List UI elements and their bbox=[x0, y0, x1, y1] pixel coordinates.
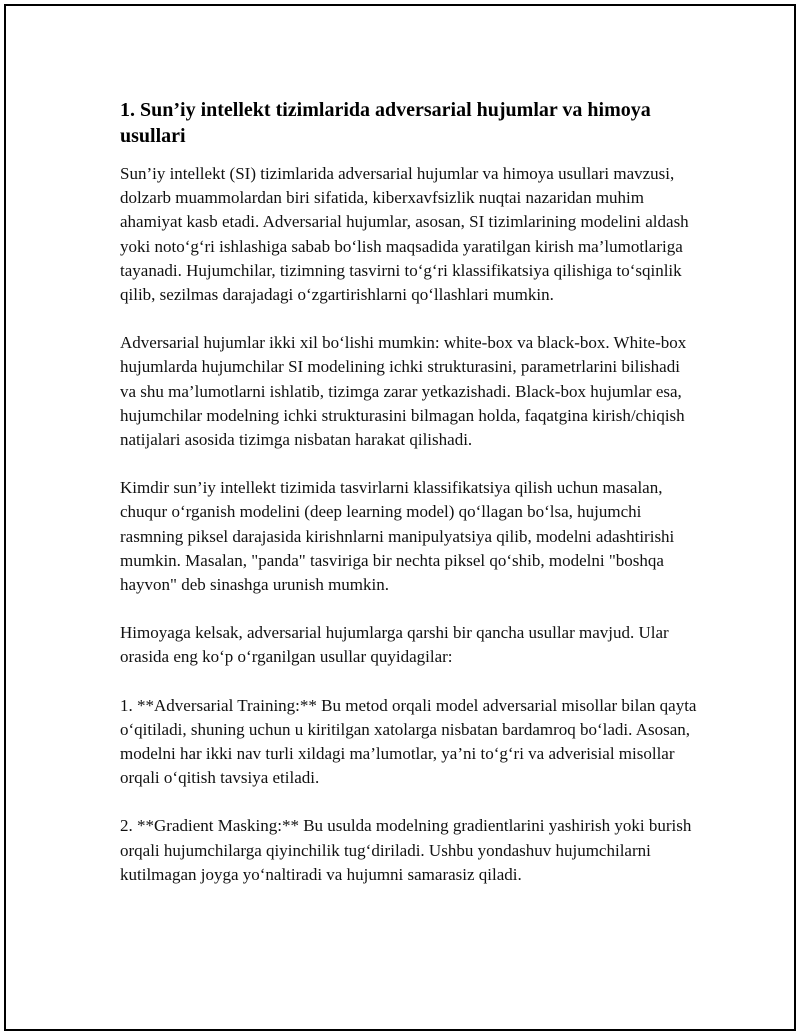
document-body bbox=[120, 97, 700, 911]
page-border bbox=[4, 4, 796, 1031]
paragraph-intro: Sun’iy intellekt (SI) tizimlarida adversarial hujumlar va himoya usullari mavzusi, dolzarb muammolardan biri sifatida, kiberxavfsizlik nuqtai nazaridan muhim ahamiyat kasb etadi. Adversarial hujumlar, asosan, SI tizimlarining modelini aldash yoki noto‘g‘ri ishlashiga sabab bo‘lish maqsadida yaratilgan kirish ma’lumotlariga tayanadi. Hujumchilar, tizimning tasvirni to‘g‘ri klassifikatsiya qilishiga to‘sqinlik qilib, sezilmas darajadagi o‘zgartirishlarni qo‘llashlari mumkin. bbox=[120, 164, 689, 305]
paragraph-defense-intro: Himoyaga kelsak, adversarial hujumlarga qarshi bir qancha usullar mavjud. Ular orasida eng ko‘p o‘rganilgan usullar quyidagilar: bbox=[120, 623, 669, 667]
document-title: 1. Sun’iy intellekt tizimlarida adversarial hujumlar va himoya usullari bbox=[120, 99, 651, 147]
paragraph-example: Kimdir sun’iy intellekt tizimida tasvirlarni klassifikatsiya qilish uchun masalan, chuqur o‘rganish modelini (deep learning model) qo‘llagan bo‘lsa, hujumchi rasmning piksel darajasida kirishnlarni manipulyatsiya qilib, modelni adashtirishi mumkin. Masalan, "panda" tasviriga bir nechta piksel qo‘shib, modelni "boshqa hayvon" deb sinashga urunish mumkin. bbox=[120, 478, 675, 595]
paragraph-attack-types: Adversarial hujumlar ikki xil bo‘lishi mumkin: white-box va black-box. White-box hujumlarda hujumchilar SI modelining ichki strukturasini, parametrlarini bilishadi va shu ma’lumotlarni ishlatib, tizimga zarar yetkazishadi. Black-box hujumlar esa, hujumchilar modelning ichki strukturasini bilmagan holda, faqatgina kirish/chiqish natijalari asosida tizimga nisbatan harakat qilishadi. bbox=[120, 333, 687, 450]
paragraph-gradient-masking: 2. **Gradient Masking:** Bu usulda modelning gradientlarini yashirish yoki burish orqali hujumchilarga qiyinchilik tug‘diriladi. Ushbu yondashuv hujumchilarni kutilmagan joyga yo‘naltiradi va hujumni samarasiz qiladi. bbox=[120, 816, 692, 884]
paragraph-adversarial-training: 1. **Adversarial Training:** Bu metod orqali model adversarial misollar bilan qayta o‘qitiladi, shuning uchun u kiritilgan xatolarga nisbatan bardamroq bo‘ladi. Asosan, modelni har ikki nav turli xildagi ma’lumotlar, ya’ni to‘g‘ri va adverisial misollar orqali o‘qitish tavsiya etiladi. bbox=[120, 695, 697, 788]
